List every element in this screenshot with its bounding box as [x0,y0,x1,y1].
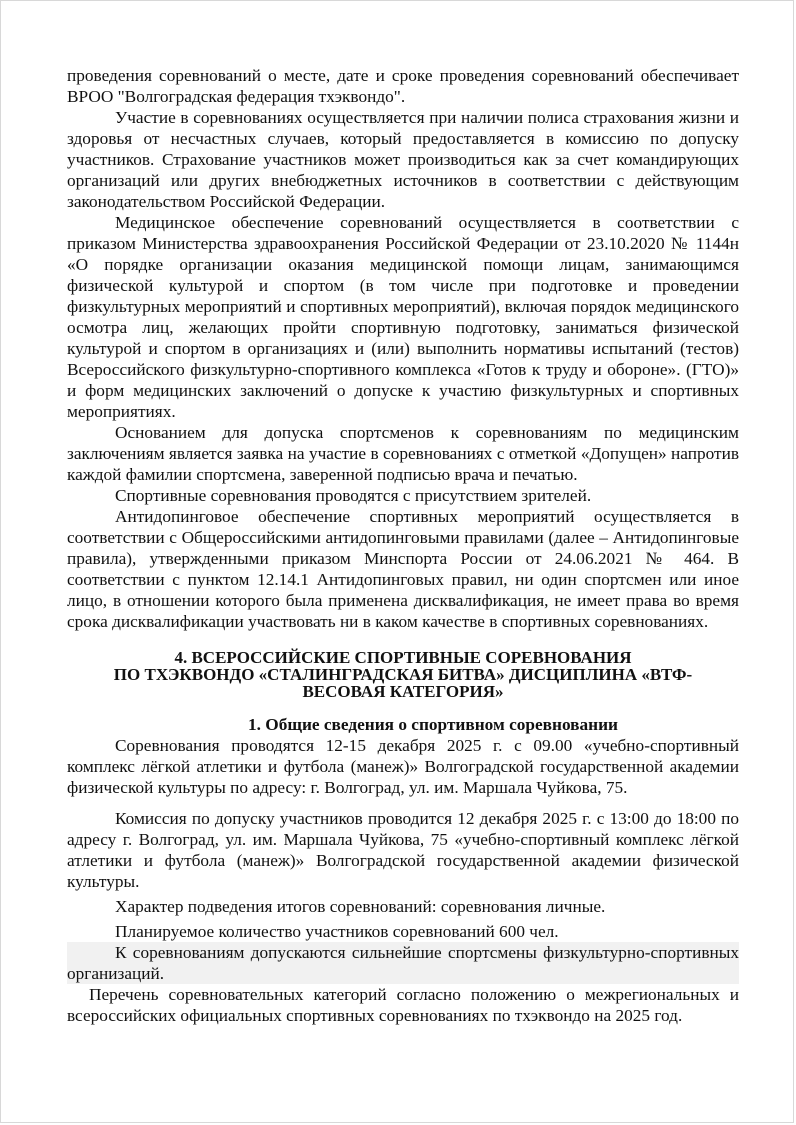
section-heading [67,649,739,700]
paragraph-spectators: Спортивные соревнования проводятся с присутствием зрителей. [115,486,592,505]
document-body [67,65,739,1026]
paragraph-medical: Медицинское обеспечение соревнований осуществляется в соответствии с приказом Министерства здравоохранения Российской Федерации от 23.10.2020 № 1144н «О порядке организации оказания медицинской помощи лицам, занимающимся физической культурой и спортом (в том числе при подготовке и проведении физкультурных мероприятий и спортивных мероприятий), включая порядок медицинского осмотра лиц, желающих пройти спортивную подготовку, заниматься физической культурой и спортом в организациях и (или) выполнить нормативы испытаний (тестов) Всероссийского физкультурно-спортивного комплекса «Готов к труду и обороне». (ГТО)» и форм медицинских заключений о допуске к участию физкультурных и спортивных мероприятиях. [67,213,739,421]
section-heading-line1: 4. ВСЕРОССИЙСКИЕ СПОРТИВНЫЕ СОРЕВНОВАНИЯ [174,648,632,667]
paragraph-dates: Соревнования проводятся 12-15 декабря 2025 г. с 09.00 «учебно-спортивный комплекс лёгкой атлетики и футбола (манеж)» Волгоградской государственной академии физической культуры по адресу: г. Волгоград, ул. им. Маршала Чуйкова, 75. [67,736,739,797]
sub-heading: 1. Общие сведения о спортивном соревновании [247,715,619,734]
paragraph-insurance: Участие в соревнованиях осуществляется при наличии полиса страхования жизни и здоровья от несчастных случаев, который предоставляется в комиссию по допуску участников. Страхование участников может производиться как за счет командирующих организаций или других внебюджетных источников в соответствии с действующим законодательством Российской Федерации. [67,108,739,211]
paragraph-admission-basis: Основанием для допуска спортсменов к соревнованиям по медицинским заключениям является заявка на участие в соревнованиях с отметкой «Допущен» напротив каждой фамилии спортсмена, заверенной подписью врача и печатью. [67,423,739,484]
paragraph-commission: Комиссия по допуску участников проводится 12 декабря 2025 г. с 13:00 до 18:00 по адресу г. Волгоград, ул. им. Маршала Чуйкова, 75 «учебно-спортивный комплекс лёгкой атлетики и футбола (манеж)» Волгоградской государственной академии физической культуры. [67,809,739,891]
paragraph-eligibility: К соревнованиям допускаются сильнейшие спортсмены физкультурно-спортивных организаций. [67,943,739,983]
paragraph-continuation: проведения соревнований о месте, дате и сроке проведения соревнований обеспечивает ВРОО "Волгоградская федерация тхэквондо". [67,66,739,106]
paragraph-participant-count: Планируемое количество участников соревнований 600 чел. [115,922,559,941]
paragraph-results-type: Характер подведения итогов соревнований: соревнования личные. [115,897,606,916]
paragraph-antidoping: Антидопинговое обеспечение спортивных мероприятий осуществляется в соответствии с Общероссийскими антидопинговыми правилами (далее – Антидопинговые правила), утвержденными приказом Минспорта России от 24.06.2021 № 464. В соответствии с пунктом 12.14.1 Антидопинговых правил, ни один спортсмен или иное лицо, в отношении которого была применена дисквалификация, не имеет права во время срока дисквалификации участвовать ни в каком качестве в спортивных соревнованиях. [67,507,739,631]
section-heading-line2: ПО ТХЭКВОНДО «СТАЛИНГРАДСКАЯ БИТВА» ДИСЦИПЛИНА «ВТФ- [113,665,693,684]
paragraph-categories: Перечень соревновательных категорий согласно положению о межрегиональных и всероссийских официальных спортивных соревнованиях по тхэквондо на 2025 год. [67,985,739,1025]
section-heading-line3: ВЕСОВАЯ КАТЕГОРИЯ» [302,682,504,701]
